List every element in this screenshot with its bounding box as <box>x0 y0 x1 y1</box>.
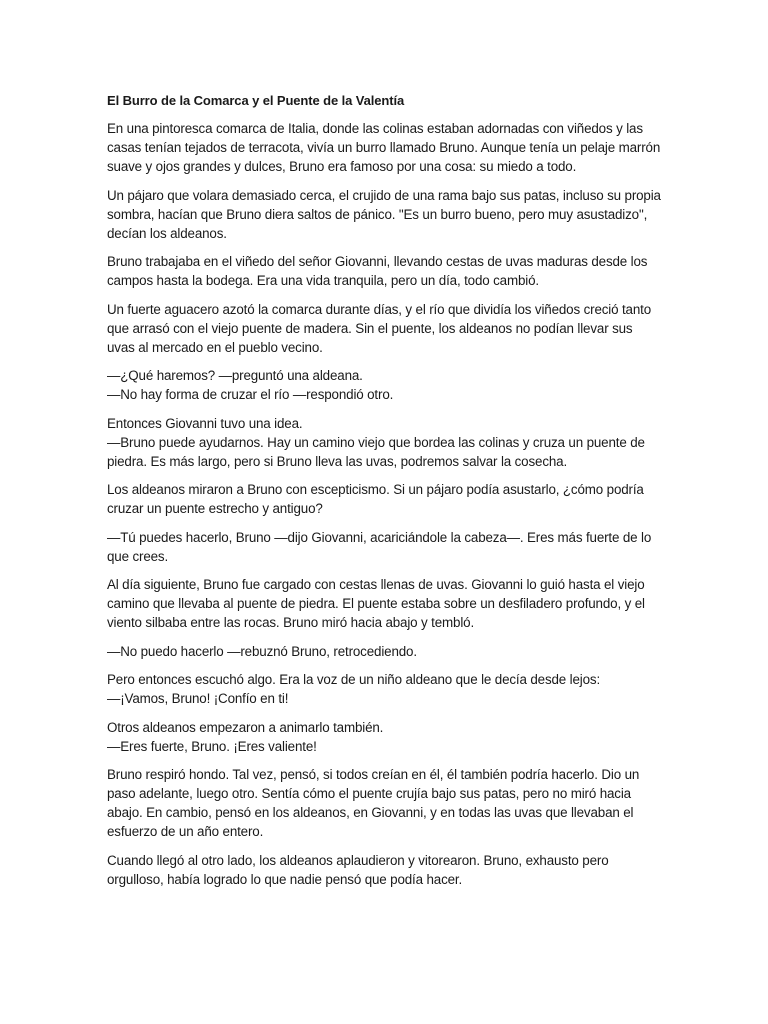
paragraph-line: Pero entonces escuchó algo. Era la voz de un niño aldeano que le decía desde lejos: <box>107 672 601 687</box>
paragraph-line: Un fuerte aguacero azotó la comarca durante días, y el río que dividía los viñedos creció tanto que arrasó con el viejo puente de madera. Sin el puente, los aldeanos no podían llevar sus uvas al mercado en el pueblo vecino. <box>107 301 652 355</box>
story-paragraph <box>107 300 663 357</box>
paragraph-line: Bruno trabajaba en el viñedo del señor Giovanni, llevando cestas de uvas maduras desde los campos hasta la bodega. Era una vida tranquila, pero un día, todo cambió. <box>107 254 648 288</box>
story-paragraph <box>107 851 663 889</box>
paragraph-line: —No hay forma de cruzar el río —respondió otro. <box>107 387 394 402</box>
paragraph-line: Otros aldeanos empezaron a animarlo también. <box>107 719 384 735</box>
paragraph-line: Los aldeanos miraron a Bruno con escepticismo. Si un pájaro podía asustarlo, ¿cómo podría cruzar un puente estrecho y antiguo? <box>107 482 644 516</box>
story-paragraph <box>107 718 663 756</box>
story-paragraph <box>107 765 663 841</box>
story-paragraph <box>107 480 663 518</box>
paragraph-line: —No puedo hacerlo —rebuznó Bruno, retrocediendo. <box>107 643 417 659</box>
story-paragraph <box>107 366 663 404</box>
paragraph-line: Cuando llegó al otro lado, los aldeanos aplaudieron y vitorearon. Bruno, exhausto pero orgulloso, había logrado lo que nadie pensó que podía hacer. <box>107 852 609 887</box>
document-page <box>107 91 663 898</box>
story-paragraph <box>107 575 663 632</box>
paragraph-line: Entonces Giovanni tuvo una idea. <box>107 415 303 431</box>
story-paragraph <box>107 528 663 566</box>
paragraph-line: —¡Vamos, Bruno! ¡Confío en ti! <box>107 691 289 706</box>
story-body <box>107 119 663 889</box>
story-paragraph <box>107 119 663 176</box>
story-paragraph <box>107 414 663 471</box>
paragraph-line: En una pintoresca comarca de Italia, donde las colinas estaban adornadas con viñedos y las casas tenían tejados de terracota, vivía un burro llamado Bruno. Aunque tenía un pelaje marrón suave y ojos grandes y dulces, Bruno era famoso por una cosa: su miedo a todo. <box>107 121 661 174</box>
story-paragraph <box>107 670 663 708</box>
story-paragraph <box>107 252 663 290</box>
paragraph-line: —Eres fuerte, Bruno. ¡Eres valiente! <box>107 738 317 754</box>
paragraph-line: Al día siguiente, Bruno fue cargado con cestas llenas de uvas. Giovanni lo guió hasta el viejo camino que llevaba al puente de piedra. El puente estaba sobre un desfiladero profundo, y el viento silbaba entre las rocas. Bruno miró hacia abajo y tembló. <box>107 577 645 630</box>
paragraph-line: Un pájaro que volara demasiado cerca, el crujido de una rama bajo sus patas, incluso su propia sombra, hacían que Bruno diera saltos de pánico. "Es un burro bueno, pero muy asustadizo", decían los aldeanos. <box>107 187 661 241</box>
document-title: El Burro de la Comarca y el Puente de la Valentía <box>107 93 405 108</box>
story-paragraph <box>107 186 663 243</box>
paragraph-line: —Tú puedes hacerlo, Bruno —dijo Giovanni, acariciándole la cabeza—. Eres más fuerte de lo que crees. <box>107 529 652 564</box>
story-paragraph <box>107 642 663 661</box>
paragraph-line: Bruno respiró hondo. Tal vez, pensó, si todos creían en él, él también podría hacerlo. Dio un paso adelante, luego otro. Sentía cómo el puente crujía bajo sus patas, pero no miró hacia abajo. En cambio, pensó en los aldeanos, en Giovanni, y en todas las uvas que llevaban el esfuerzo de un año entero. <box>107 767 640 839</box>
paragraph-line: —Bruno puede ayudarnos. Hay un camino viejo que bordea las colinas y cruza un puente de piedra. Es más largo, pero si Bruno lleva las uvas, podremos salvar la cosecha. <box>107 434 645 469</box>
paragraph-line: —¿Qué haremos? —preguntó una aldeana. <box>107 368 363 383</box>
